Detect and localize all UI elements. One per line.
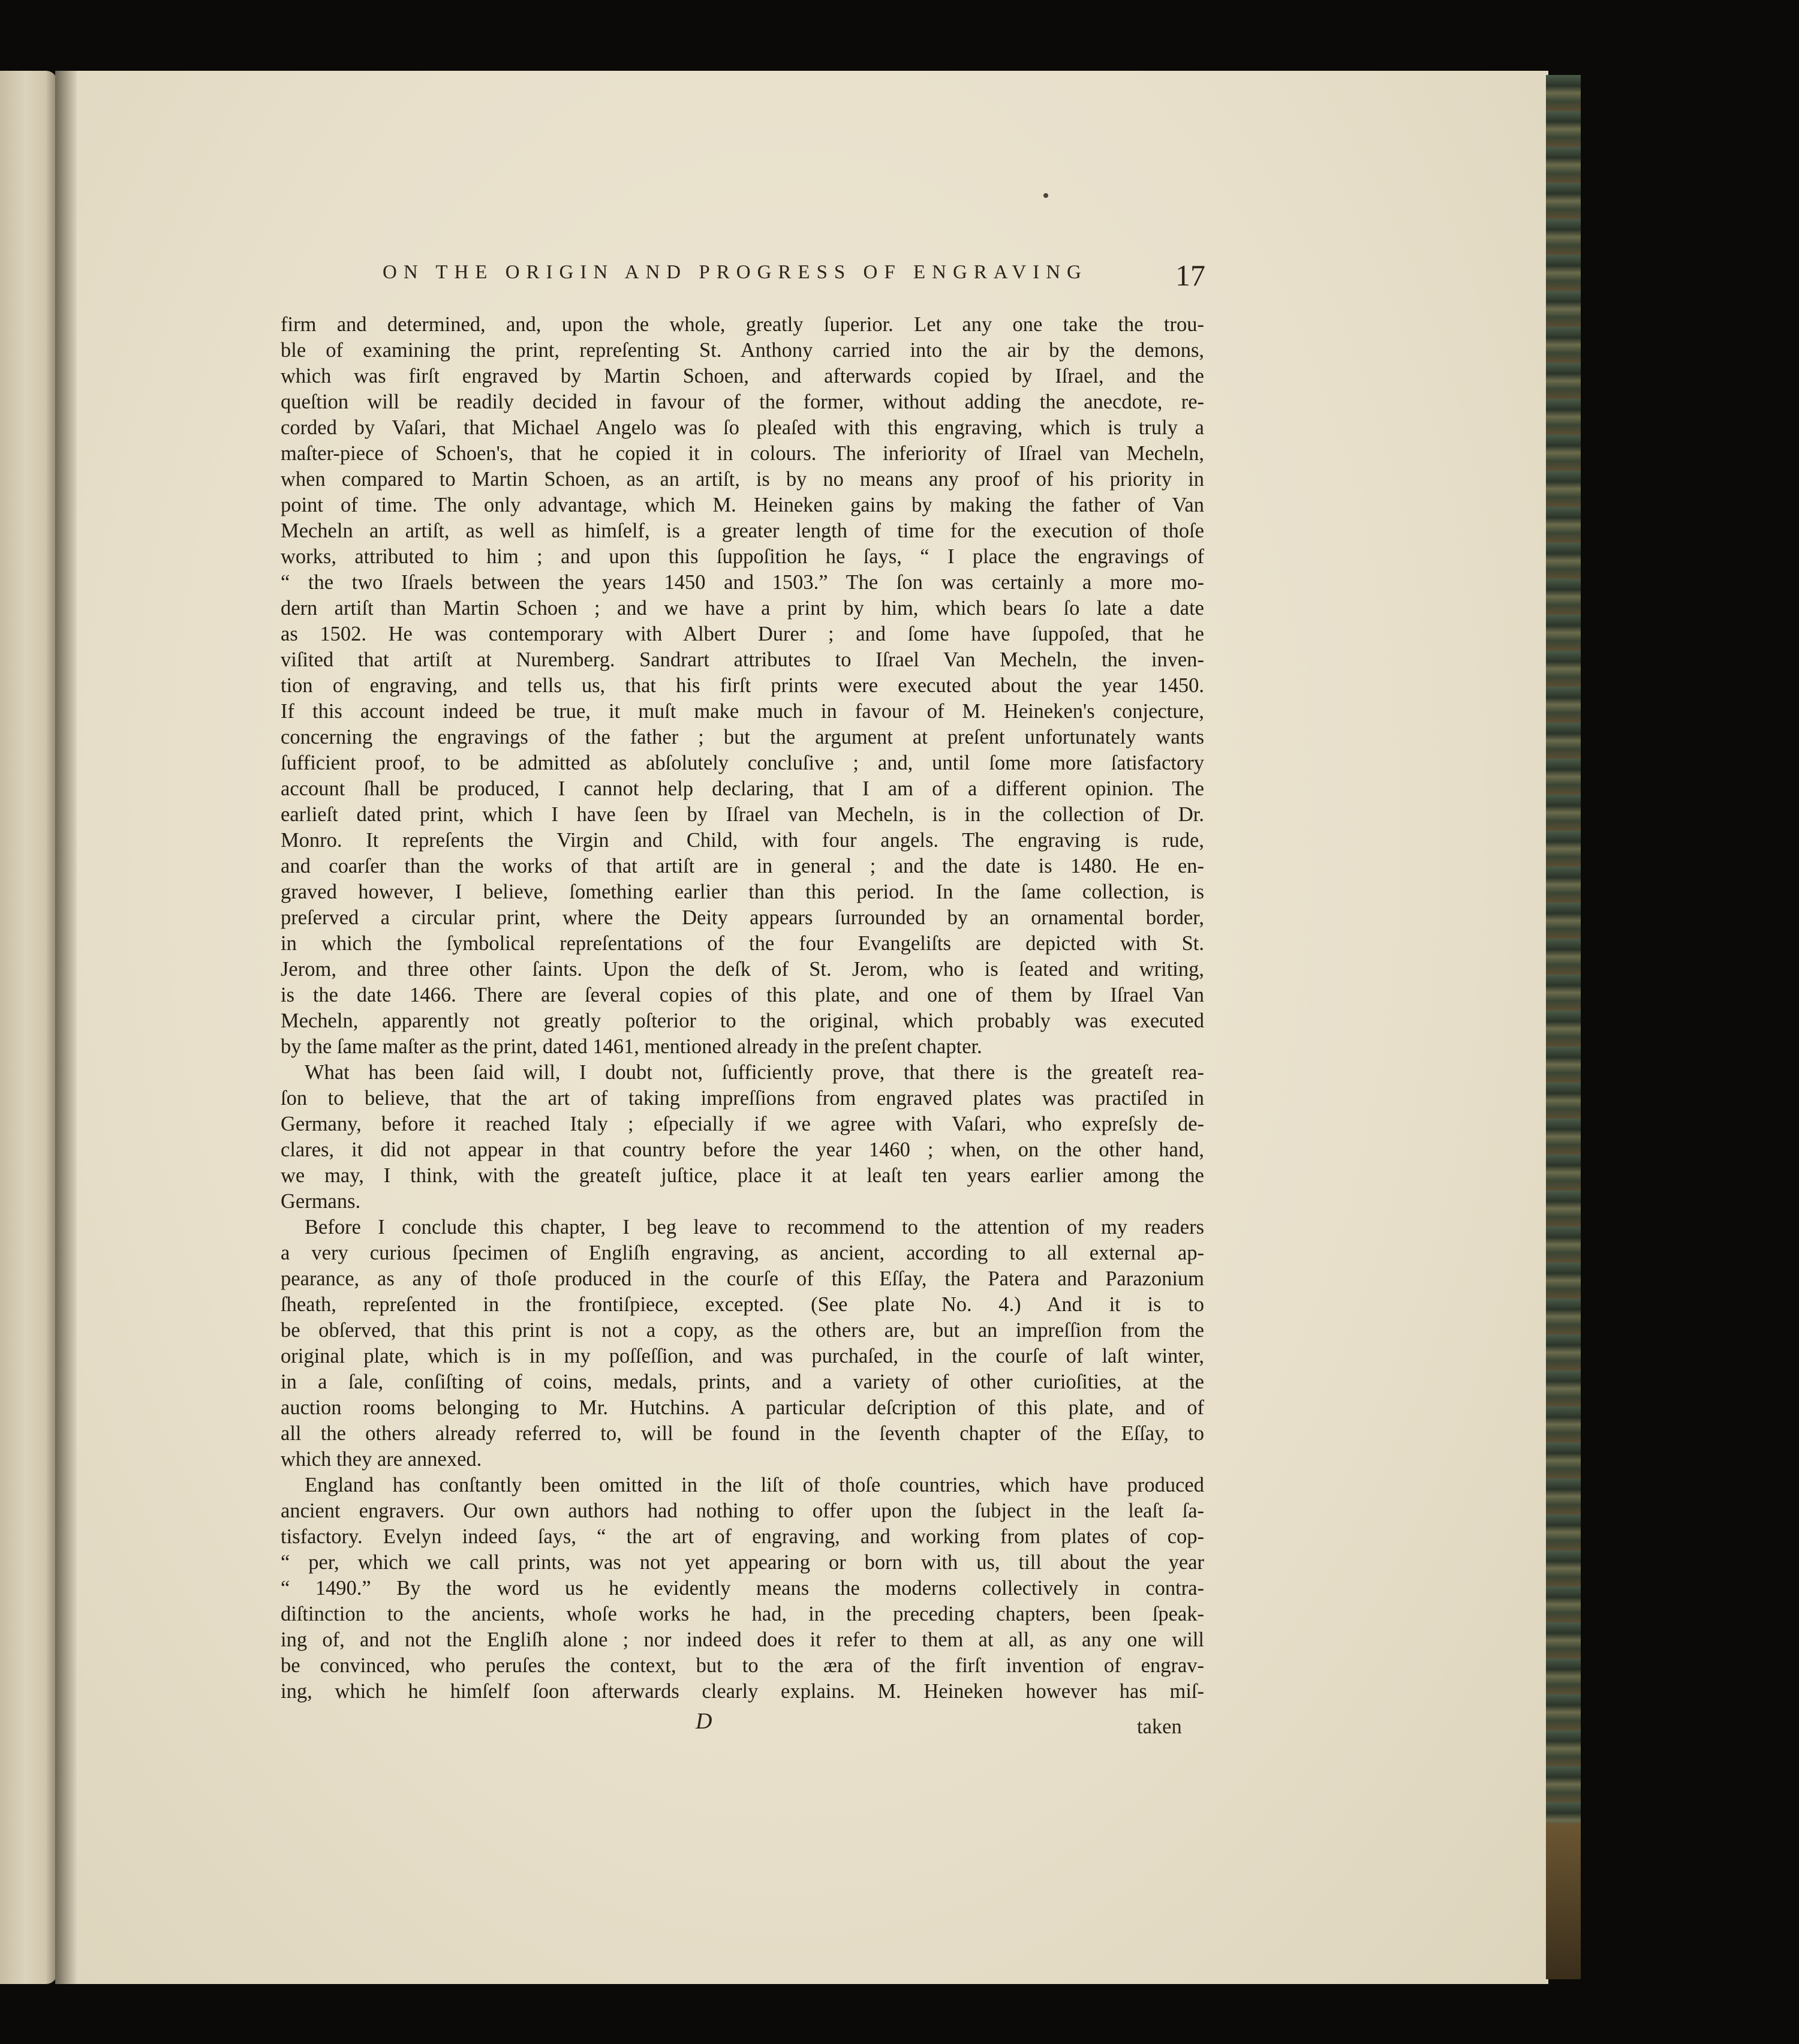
text-line: What has been ſaid will, I doubt not, ſufficiently prove, that there is the greateſt rea-	[305, 1061, 1204, 1084]
text-line: preſerved a circular print, where the Deity appears ſurrounded by an ornamental border,	[281, 906, 1204, 929]
text-line: we may, I think, with the greateſt juſtice, place it at leaſt ten years earlier among the	[281, 1164, 1204, 1187]
text-line: when compared to Martin Schoen, as an artiſt, is by no means any proof of his priority in	[281, 468, 1204, 491]
text-line: ble of examining the print, repreſenting St. Anthony carried into the air by the demons,	[281, 339, 1204, 362]
text-line: all the others already referred to, will be found in the ſeventh chapter of the Eſſay, to	[281, 1422, 1204, 1445]
text-line: account ſhall be produced, I cannot help declaring, that I am of a different opinion. The	[281, 777, 1204, 800]
text-line: Jerom, and three other ſaints. Upon the deſk of St. Jerom, who is ſeated and writing,	[281, 958, 1204, 981]
running-head: ON THE ORIGIN AND PROGRESS OF ENGRAVING	[383, 261, 1088, 283]
text-line: maſter-piece of Schoen's, that he copied it in colours. The inferiority of Iſrael van Mecheln,	[281, 442, 1204, 465]
text-line: “ per, which we call prints, was not yet appearing or born with us, till about the year	[281, 1551, 1204, 1574]
text-line: be convinced, who peruſes the context, but to the æra of the firſt invention of engrav-	[281, 1654, 1204, 1677]
text-line: earlieſt dated print, which I have ſeen by Iſrael van Mecheln, is in the collection of Dr.	[281, 803, 1204, 826]
page-number: 17	[1175, 258, 1205, 292]
catchword: taken	[1137, 1715, 1182, 1738]
text-line: Monro. It repreſents the Virgin and Child, with four angels. The engraving is rude,	[281, 829, 1204, 852]
text-line: firm and determined, and, upon the whole, greatly ſuperior. Let any one take the trou-	[281, 313, 1204, 336]
text-line: Mecheln, apparently not greatly poſterior to the original, which probably was executed	[281, 1009, 1204, 1032]
text-line: is the date 1466. There are ſeveral copies of this plate, and one of them by Iſrael Van	[281, 984, 1204, 1006]
marbled-binding-edge	[1546, 75, 1581, 1979]
text-line: If this account indeed be true, it muſt make much in favour of M. Heineken's conjecture,	[281, 700, 1204, 723]
text-line: graved however, I believe, ſomething earlier than this period. In the ſame collection, is	[281, 880, 1204, 903]
text-line: “ 1490.” By the word us he evidently means the moderns collectively in contra-	[281, 1577, 1204, 1600]
text-line: original plate, which is in my poſſeſſion, and was purchaſed, in the courſe of laſt winter,	[281, 1345, 1204, 1367]
text-line: pearance, as any of thoſe produced in the courſe of this Eſſay, the Patera and Parazonium	[281, 1267, 1204, 1290]
text-line: point of time. The only advantage, which M. Heineken gains by making the father of Van	[281, 494, 1204, 516]
text-line: diſtinction to the ancients, whoſe works he had, in the preceding chapters, been ſpeak-	[281, 1603, 1204, 1625]
text-line: tisfactory. Evelyn indeed ſays, “ the art of engraving, and working from plates of cop-	[281, 1525, 1204, 1548]
text-line: in a ſale, conſiſting of coins, medals, prints, and a variety of other curioſities, at the	[281, 1370, 1204, 1393]
book-gutter	[55, 71, 79, 1984]
text-line: clares, it did not appear in that country before the year 1460 ; when, on the other hand,	[281, 1138, 1204, 1161]
text-line: Before I conclude this chapter, I beg leave to recommend to the attention of my readers	[305, 1216, 1204, 1239]
text-line: auction rooms belonging to Mr. Hutchins. A particular deſcription of this plate, and of	[281, 1396, 1204, 1419]
text-line: works, attributed to him ; and upon this ſuppoſition he ſays, “ I place the engravings of	[281, 545, 1204, 568]
signature-mark: D	[696, 1709, 712, 1734]
text-line: ſufficient proof, to be admitted as abſolutely concluſive ; and, until ſome more ſatisfactory	[281, 752, 1204, 774]
text-line: ſon to believe, that the art of taking impreſſions from engraved plates was practiſed in	[281, 1087, 1204, 1110]
facing-page-edge	[0, 71, 57, 1984]
text-line: concerning the engravings of the father ; but the argument at preſent unfortunately wants	[281, 726, 1204, 749]
text-line: by the ſame maſter as the print, dated 1461, mentioned already in the preſent chapter.	[281, 1035, 982, 1058]
binding-leather-corner	[1546, 1823, 1581, 1979]
text-line: as 1502. He was contemporary with Albert Durer ; and ſome have ſuppoſed, that he	[281, 623, 1204, 645]
text-line: ancient engravers. Our own authors had nothing to offer upon the ſubject in the leaſt ſa-	[281, 1499, 1204, 1522]
text-line: tion of engraving, and tells us, that his firſt prints were executed about the year 1450.	[281, 674, 1204, 697]
text-line: dern artiſt than Martin Schoen ; and we have a print by him, which bears ſo late a date	[281, 597, 1204, 620]
text-line: queſtion will be readily decided in favour of the former, without adding the anecdote, re-	[281, 390, 1204, 413]
text-line: England has conſtantly been omitted in the liſt of thoſe countries, which have produced	[305, 1474, 1204, 1496]
text-line: in which the ſymbolical repreſentations of the four Evangeliſts are depicted with St.	[281, 932, 1204, 955]
text-line: Germans.	[281, 1190, 361, 1213]
text-line: Germany, before it reached Italy ; eſpecially if we agree with Vaſari, who expreſsly de-	[281, 1113, 1204, 1135]
text-line: which was firſt engraved by Martin Schoen, and afterwards copied by Iſrael, and the	[281, 365, 1204, 387]
text-line: viſited that artiſt at Nuremberg. Sandrart attributes to Iſrael Van Mecheln, the inven-	[281, 648, 1204, 671]
text-line: Mecheln an artiſt, as well as himſelf, is a greater length of time for the execution of thoſe	[281, 519, 1204, 542]
text-line: ing, which he himſelf ſoon afterwards clearly explains. M. Heineken however has miſ-	[281, 1680, 1204, 1703]
ink-speck	[1043, 193, 1048, 198]
text-line: ſheath, repreſented in the frontiſpiece, excepted. (See plate No. 4.) And it is to	[281, 1293, 1204, 1316]
text-line: “ the two Iſraels between the years 1450 and 1503.” The ſon was certainly a more mo-	[281, 571, 1204, 594]
text-line: and coarſer than the works of that artiſt are in general ; and the date is 1480. He en-	[281, 855, 1204, 877]
text-line: a very curious ſpecimen of Engliſh engraving, as ancient, according to all external ap-	[281, 1242, 1204, 1264]
text-line: ing of, and not the Engliſh alone ; nor indeed does it refer to them at all, as any one will	[281, 1628, 1204, 1651]
body-text	[281, 312, 1204, 1705]
text-line: be obſerved, that this print is not a copy, as the others are, but an impreſſion from the	[281, 1319, 1204, 1342]
text-line: corded by Vaſari, that Michael Angelo was ſo pleaſed with this engraving, which is truly a	[281, 416, 1204, 439]
text-line: which they are annexed.	[281, 1448, 482, 1471]
